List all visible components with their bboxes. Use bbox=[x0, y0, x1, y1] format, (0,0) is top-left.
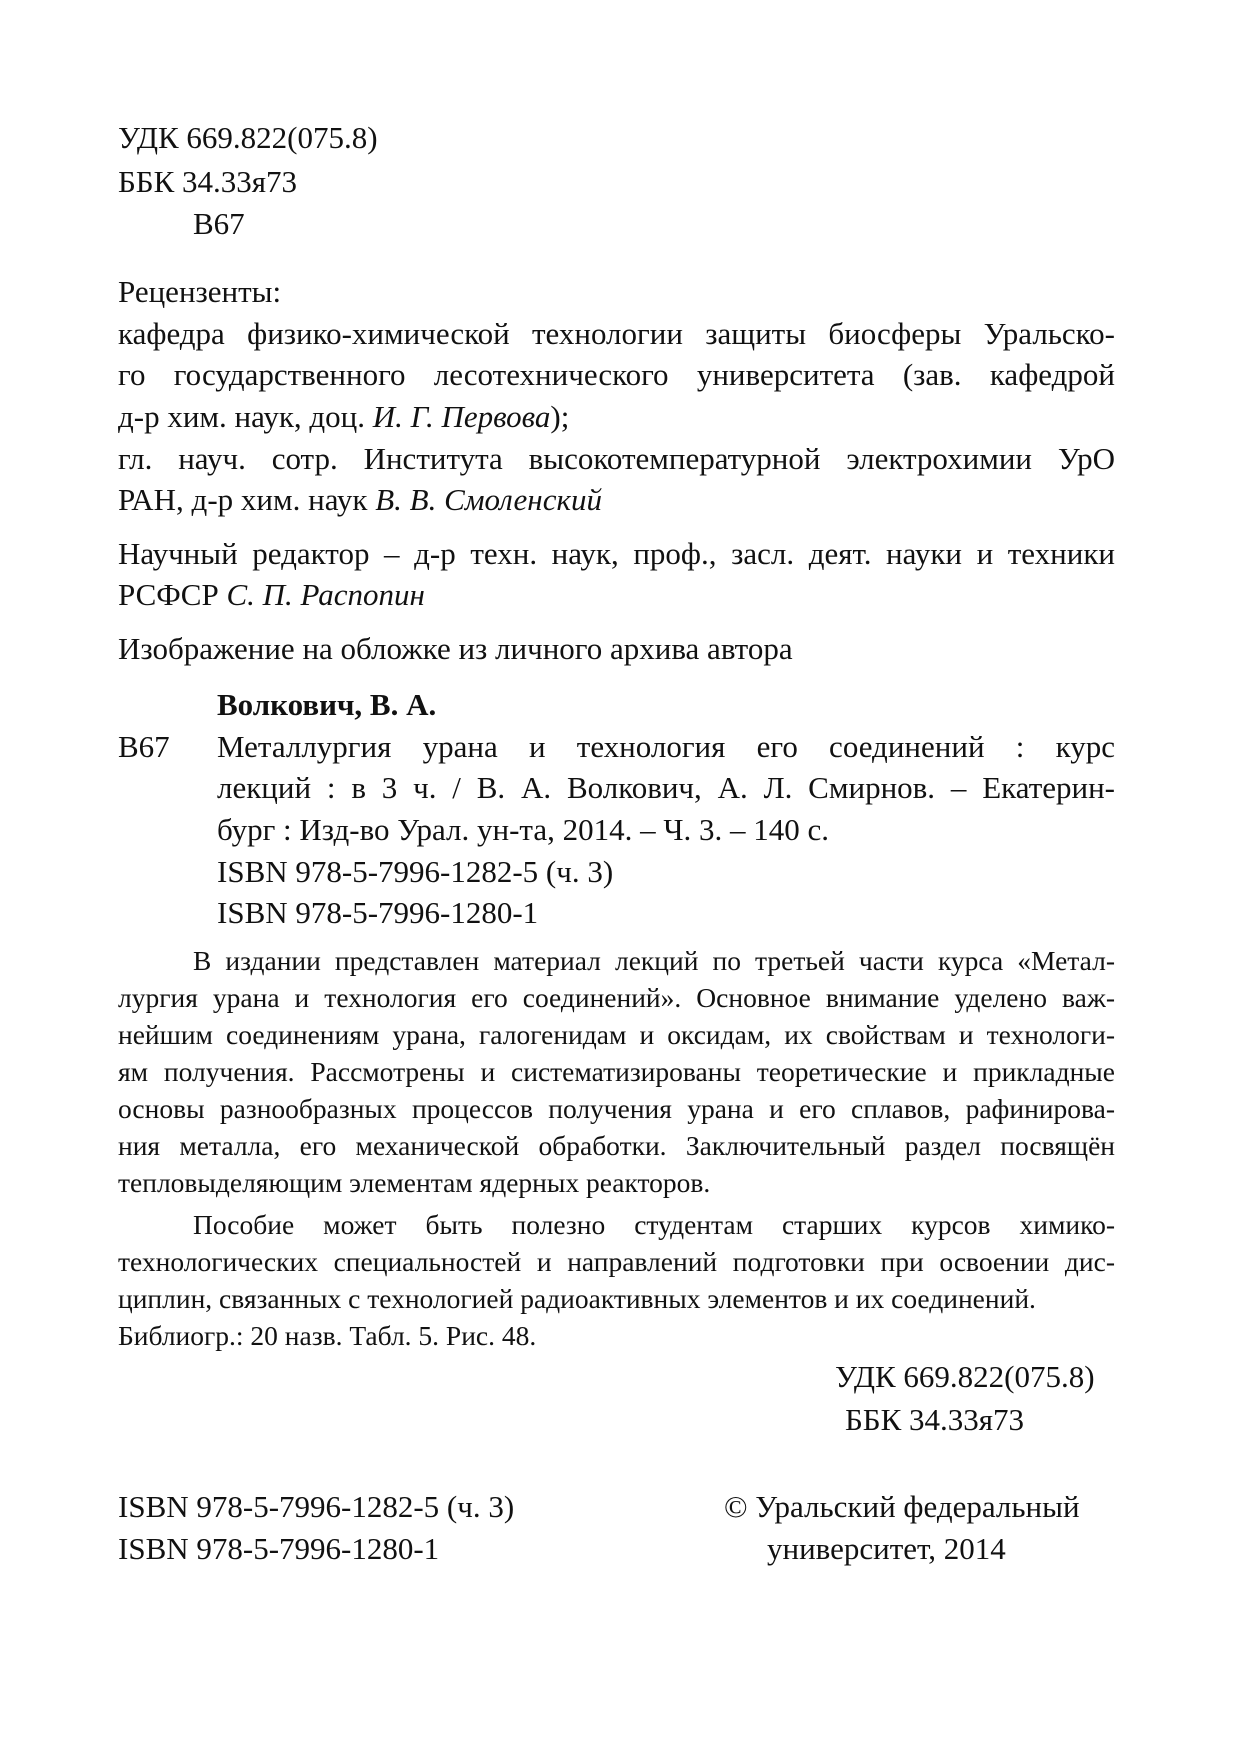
abstract-p1-line-6: ния металла, его механической обработки. Заключительный раздел посвящён bbox=[118, 1130, 1115, 1161]
cover-note: Изображение на обложке из личного архива автора bbox=[118, 631, 793, 666]
reviewer-2-name: В. В. Смоленский bbox=[375, 482, 602, 517]
abstract-p2-line-2: технологических специальностей и направлений подготовки при освоении дис- bbox=[118, 1246, 1115, 1277]
abstract-p2-line-3: циплин, связанных с технологией радиоактивных элементов и их соединений. bbox=[118, 1283, 1036, 1314]
reviewer-2-degree: РАН, д-р хим. наук bbox=[118, 482, 376, 517]
copyright-line-2: университет, 2014 bbox=[767, 1531, 1006, 1566]
reviewer-1-line-2: го государственного лесотехнического университета (зав. кафедрой bbox=[118, 357, 1115, 392]
reviewer-1-close: ); bbox=[550, 399, 570, 434]
bottom-isbn-1: ISBN 978-5-7996-1282-5 (ч. 3) bbox=[118, 1489, 515, 1524]
catalog-title-line-1: Металлургия урана и технология его соединений : курс bbox=[217, 729, 1115, 764]
reviewer-2-line-1: гл. науч. сотр. Института высокотемпературной электрохимии УрО bbox=[118, 441, 1115, 476]
bbk-code: ББК 34.33я73 bbox=[118, 164, 298, 199]
catalog-isbn-2: ISBN 978-5-7996-1280-1 bbox=[217, 895, 539, 930]
reviewer-1-name: И. Г. Первова bbox=[372, 399, 551, 434]
editor-title: РСФСР bbox=[118, 577, 227, 612]
reviewer-1-line-3 bbox=[118, 397, 569, 437]
editor-line-2 bbox=[118, 575, 425, 615]
bottom-isbn-2: ISBN 978-5-7996-1280-1 bbox=[118, 1531, 440, 1566]
abstract-p1-line-5: основы разнообразных процессов получения урана и его сплавов, рафинирова- bbox=[118, 1093, 1115, 1124]
footer-bbk-code: ББК 34.33я73 bbox=[845, 1402, 1025, 1437]
abstract-p1-line-3: нейшим соединениям урана, галогенидам и оксидам, их свойствам и технологи- bbox=[118, 1019, 1115, 1050]
copyright-line-1: © Уральский федеральный bbox=[724, 1489, 1080, 1524]
abstract-p1-line-1: В издании представлен материал лекций по третьей части курса «Метал- bbox=[193, 945, 1115, 976]
author-mark: В67 bbox=[193, 206, 245, 241]
catalog-title-line-2: лекций : в 3 ч. / В. А. Волкович, А. Л. Смирнов. – Екатерин- bbox=[217, 770, 1115, 805]
reviewer-1-line-1: кафедра физико-химической технологии защиты биосферы Уральско- bbox=[118, 316, 1115, 351]
abstract-p1-line-2: лургия урана и технология его соединений». Основное внимание уделено важ- bbox=[118, 982, 1115, 1013]
abstract-p2-line-1: Пособие может быть полезно студентам старших курсов химико- bbox=[193, 1209, 1115, 1240]
catalog-isbn-1: ISBN 978-5-7996-1282-5 (ч. 3) bbox=[217, 854, 614, 889]
catalog-author: Волкович, В. А. bbox=[217, 687, 437, 722]
catalog-mark: В67 bbox=[118, 729, 170, 764]
abstract-biblio: Библиогр.: 20 назв. Табл. 5. Рис. 48. bbox=[118, 1320, 537, 1351]
udk-code: УДК 669.822(075.8) bbox=[118, 120, 378, 155]
reviewer-2-line-2 bbox=[118, 480, 602, 520]
abstract-p1-line-7: тепловыделяющим элементам ядерных реакторов. bbox=[118, 1167, 711, 1198]
editor-name: С. П. Распопин bbox=[226, 577, 425, 612]
editor-line-1: Научный редактор – д-р техн. наук, проф., засл. деят. науки и техники bbox=[118, 536, 1115, 571]
abstract-p1-line-4: ям получения. Рассмотрены и систематизированы теоретические и прикладные bbox=[118, 1056, 1115, 1087]
footer-udk-code: УДК 669.822(075.8) bbox=[835, 1359, 1095, 1394]
reviewers-title: Рецензенты: bbox=[118, 274, 282, 309]
catalog-title-line-3: бург : Изд-во Урал. ун-та, 2014. – Ч. 3. – 140 с. bbox=[217, 812, 829, 847]
reviewer-1-degree: д-р хим. наук, доц. bbox=[118, 399, 373, 434]
